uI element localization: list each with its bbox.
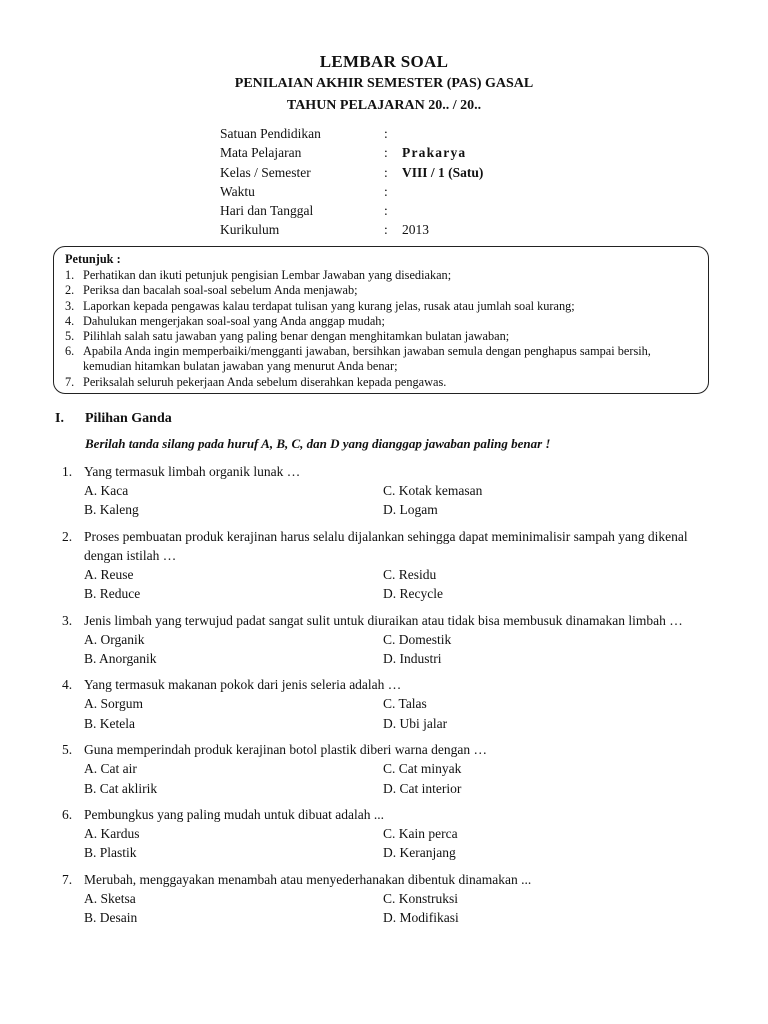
instruction-text: Periksa dan bacalah soal-soal sebelum Anda menjawab;	[83, 283, 358, 298]
question-stem	[62, 611, 722, 630]
instruction-number: 3.	[65, 298, 75, 313]
info-label: Kelas / Semester	[220, 164, 311, 180]
option-c[interactable]: C. Residu	[383, 566, 437, 582]
section-title: Pilihan Ganda	[85, 411, 172, 426]
option-a[interactable]: A. Sorgum	[84, 696, 144, 712]
instruction-item	[65, 283, 700, 298]
question-number: 7.	[62, 871, 73, 887]
instructions-box	[53, 246, 709, 394]
question-text: Pembungkus yang paling mudah untuk dibuat adalah ...	[84, 806, 384, 822]
instruction-text: Pilihlah salah satu jawaban yang paling benar dengan menghitamkan bulatan jawaban;	[83, 329, 510, 344]
info-value: VIII / 1 (Satu)	[402, 164, 484, 180]
instruction-item	[65, 329, 700, 344]
instruction-item	[65, 344, 700, 374]
instruction-number: 1.	[65, 268, 75, 283]
option-row	[62, 714, 722, 733]
option-row	[62, 824, 722, 843]
option-d[interactable]: D. Modifikasi	[383, 910, 459, 926]
option-row	[62, 500, 722, 519]
option-c[interactable]: C. Konstruksi	[383, 890, 459, 906]
info-colon: :	[384, 183, 388, 199]
info-value: Prakarya	[402, 145, 467, 161]
instruction-number: 6.	[65, 344, 75, 359]
instruction-item	[65, 299, 700, 314]
question-stem	[62, 805, 722, 824]
instruction-item	[65, 375, 700, 390]
question-list	[62, 462, 722, 934]
option-row	[62, 649, 722, 668]
question-stem	[62, 870, 722, 889]
instruction-number: 2.	[65, 283, 75, 298]
question-stem	[62, 527, 722, 565]
question-item	[62, 870, 722, 928]
info-label: Hari dan Tanggal	[220, 203, 314, 219]
question-item	[62, 462, 722, 520]
section-number: I.	[55, 411, 64, 426]
option-b[interactable]: B. Plastik	[84, 845, 137, 861]
option-c[interactable]: C. Kotak kemasan	[383, 483, 483, 498]
instruction-item	[65, 268, 700, 283]
info-label: Kurikulum	[220, 222, 280, 238]
option-d[interactable]: D. Industri	[383, 650, 442, 666]
option-a[interactable]: A. Kardus	[84, 825, 140, 841]
question-number: 2.	[62, 528, 73, 544]
question-text: Yang termasuk limbah organik lunak …	[84, 464, 301, 479]
option-b[interactable]: B. Desain	[84, 910, 138, 926]
option-row	[62, 759, 722, 778]
option-row	[62, 694, 722, 713]
info-colon: :	[384, 145, 388, 161]
info-label: Waktu	[220, 183, 255, 199]
question-text: Proses pembuatan produk kerajinan harus selalu dijalankan sehingga dapat meminimalisir sampah yang dikenal dengan istilah …	[84, 528, 688, 563]
option-a[interactable]: A. Sketsa	[84, 890, 136, 906]
instruction-item	[65, 314, 700, 329]
question-item	[62, 527, 722, 604]
instruction-text: Apabila Anda ingin memperbaiki/mengganti jawaban, bersihkan jawaban semula dengan penghapus sampai bersih, kemudian hitamkan bulatan jawaban yang menurut Anda benar;	[83, 344, 651, 374]
question-text: Guna memperindah produk kerajinan botol plastik diberi warna dengan …	[84, 742, 488, 758]
instruction-text: Periksalah seluruh pekerjaan Anda sebelum diserahkan kepada pengawas.	[83, 374, 447, 389]
option-c[interactable]: C. Cat minyak	[383, 761, 462, 777]
option-a[interactable]: A. Reuse	[84, 566, 134, 582]
option-b[interactable]: B. Anorganik	[84, 650, 157, 666]
question-number: 4.	[62, 677, 73, 693]
instruction-number: 5.	[65, 329, 75, 344]
info-label: Mata Pelajaran	[220, 145, 302, 161]
question-stem	[62, 462, 722, 481]
option-a[interactable]: A. Organik	[84, 631, 145, 647]
question-stem	[62, 675, 722, 694]
question-item	[62, 611, 722, 669]
option-d[interactable]: D. Recycle	[383, 586, 443, 602]
option-b[interactable]: B. Kaleng	[84, 502, 139, 518]
info-colon: :	[384, 126, 388, 141]
option-row	[62, 630, 722, 649]
option-b[interactable]: B. Cat aklirik	[84, 780, 158, 796]
question-stem	[62, 740, 722, 759]
option-b[interactable]: B. Reduce	[84, 586, 141, 602]
instruction-text: Laporkan kepada pengawas kalau terdapat tulisan yang kurang jelas, rusak atau jumlah soal kurang;	[83, 298, 575, 313]
section-directive: Berilah tanda silang pada huruf A, B, C, dan D yang dianggap jawaban paling benar !	[85, 436, 551, 451]
instruction-text: Dahulukan mengerjakan soal-soal yang Anda anggap mudah;	[83, 313, 385, 328]
question-item	[62, 675, 722, 733]
question-text: Merubah, menggayakan menambah atau menyederhanakan dibentuk dinamakan ...	[84, 871, 532, 887]
info-colon: :	[384, 222, 388, 238]
question-text: Yang termasuk makanan pokok dari jenis seleria adalah …	[84, 677, 402, 693]
option-row	[62, 779, 722, 798]
question-number: 1.	[62, 464, 73, 479]
info-label: Satuan Pendidikan	[220, 126, 321, 141]
instructions-title: Petunjuk :	[65, 252, 121, 266]
question-text: Jenis limbah yang terwujud padat sangat sulit untuk diuraikan atau tidak bisa membusuk dinamakan limbah …	[84, 612, 683, 628]
option-d[interactable]: D. Cat interior	[383, 780, 462, 796]
option-c[interactable]: C. Talas	[383, 696, 427, 712]
option-a[interactable]: A. Cat air	[84, 761, 137, 777]
option-row	[62, 843, 722, 862]
exam-subtitle: PENILAIAN AKHIR SEMESTER (PAS) GASAL	[234, 76, 534, 91]
option-row	[62, 908, 722, 927]
question-number: 6.	[62, 806, 73, 822]
option-c[interactable]: C. Domestik	[383, 631, 452, 647]
instruction-number: 7.	[65, 374, 75, 389]
option-row	[62, 565, 722, 584]
option-row	[62, 889, 722, 908]
option-d[interactable]: D. Ubi jalar	[383, 715, 448, 731]
option-c[interactable]: C. Kain perca	[383, 825, 458, 841]
instruction-number: 4.	[65, 313, 75, 328]
info-value: 2013	[402, 222, 429, 238]
option-d[interactable]: D. Keranjang	[383, 845, 456, 861]
question-number: 5.	[62, 742, 73, 758]
info-colon: :	[384, 203, 388, 219]
question-item	[62, 740, 722, 798]
academic-year: TAHUN PELAJARAN 20.. / 20..	[286, 98, 482, 113]
info-colon: :	[384, 164, 388, 180]
question-number: 3.	[62, 612, 73, 628]
option-b[interactable]: B. Ketela	[84, 715, 135, 731]
option-a[interactable]: A. Kaca	[84, 483, 129, 498]
option-row	[62, 481, 722, 500]
question-item	[62, 805, 722, 863]
instruction-text: Perhatikan dan ikuti petunjuk pengisian Lembar Jawaban yang disediakan;	[83, 268, 452, 283]
page-title: LEMBAR SOAL	[319, 52, 449, 71]
option-d[interactable]: D. Logam	[383, 502, 438, 518]
option-row	[62, 584, 722, 603]
